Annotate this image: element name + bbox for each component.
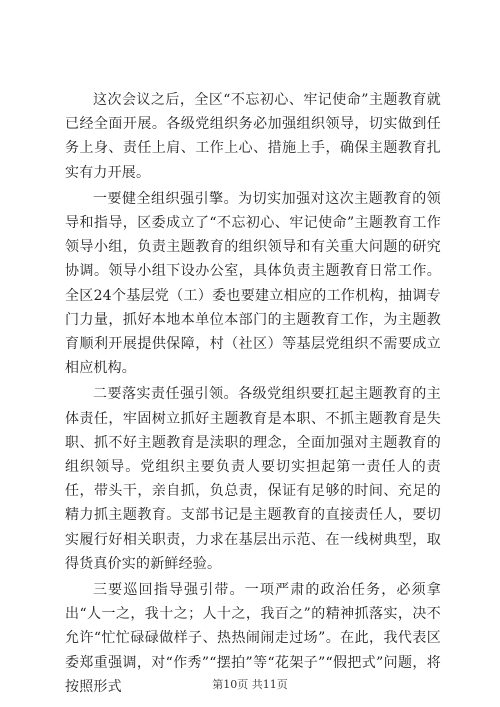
paragraph-point-one: 一要健全组织强引擎。为切实加强对这次主题教育的领导和指导，区委成立了“不忘初心、牢记使命”主题教育工作领导小组，负责主题教育的组织领导和有关重大问题的研究协调。领导小组下设办公室，具体负责主题教育日常工作。全区24个基层党（工）委也要建立相应的工作机构，抽调专门力量，抓好本地本单位本部门的主题教育工作，为主题教育顺利开展提供保障，村（社区）等基层党组织不需要成立相应机构。 — [65, 190, 441, 377]
body-text — [65, 88, 441, 701]
paragraph-intro: 这次会议之后，全区“不忘初心、牢记使命”主题教育就已经全面开展。各级党组织务必加强组织领导，切实做到任务上身、责任上肩、工作上心、措施上手，确保主题教育扎实有力开展。 — [65, 92, 441, 181]
page-footer: 第10页 共11页 — [212, 678, 288, 691]
paragraph-point-two: 二要落实责任强引领。各级党组织要扛起主题教育的主体责任，牢固树立抓好主题教育是本职、不抓主题教育是失职、抓不好主题教育是渎职的理念，全面加强对主题教育的组织领导。党组织主要负责人要切实担起第一责任人的责任，带头干，亲自抓，负总责，保证有足够的时间、充足的精力抓主题教育。支部书记是主题教育的直接责任人，要切实履行好相关职责，力求在基层出示范、在一线树典型，取得货真价实的新鲜经验。 — [65, 386, 441, 572]
paragraph-point-three: 三要巡回指导强引带。一项严肃的政治任务，必须拿出“人一之，我十之；人十之，我百之”的精神抓落实，决不允许“忙忙碌碌做样子、热热闹闹走过场”。在此，我代表区委郑重强调，对“作秀”“摆拍”等“花架子”“假把式”问题，将按照形式 — [65, 582, 441, 695]
